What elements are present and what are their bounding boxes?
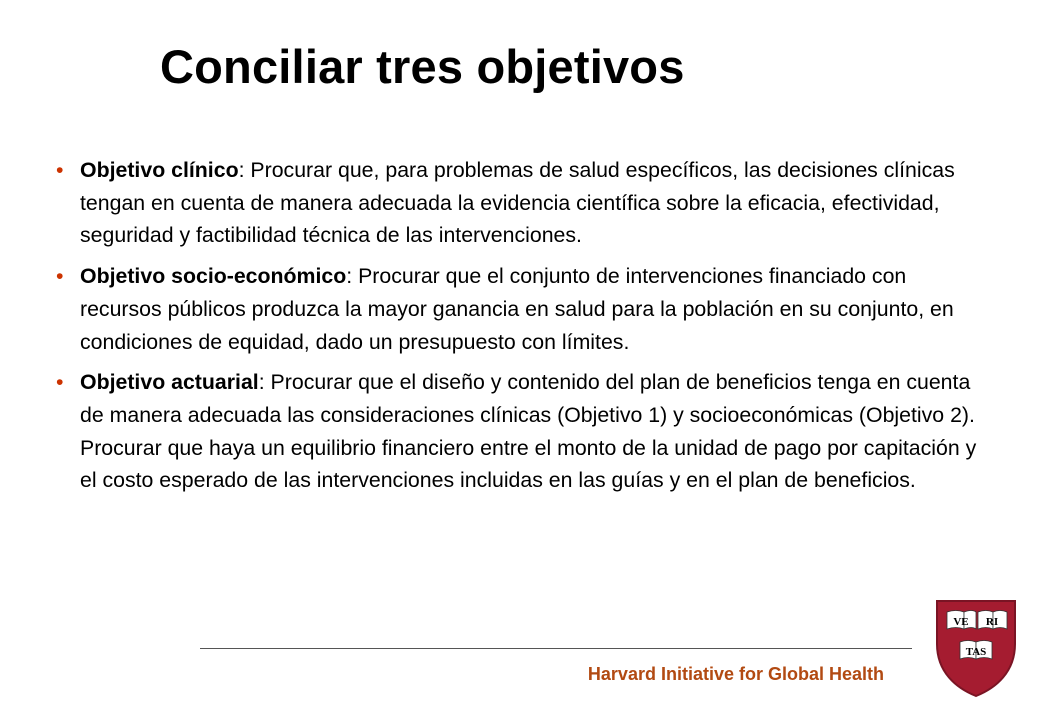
slide-title: Conciliar tres objetivos [160,40,685,93]
bullet-icon: • [56,264,64,289]
bullet-clinical-objective [56,154,996,252]
bullet-label: Objetivo socio-económico [80,264,347,289]
harvard-shield-icon [934,598,1018,698]
bullet-text [80,260,990,358]
footer-organization: Harvard Initiative for Global Health [587,664,884,684]
bullet-text [80,154,990,252]
bullet-icon: • [56,370,64,395]
logo-word-tas: TAS [965,646,987,658]
book-right [978,611,1007,630]
bullet-label: Objetivo clínico [80,158,239,182]
bullet-body: : Procurar que, para problemas de salud específicos, las decisiones clínicas tengan en cuenta de manera adecuada la evidencia científica sobre la eficacia, efectividad, seguridad y factibilidad técnica de las intervenciones. [80,158,955,248]
logo-word-ri: RI [985,616,999,628]
bullet-icon: • [56,158,64,182]
bullet-actuarial-objective [56,366,996,497]
footer-divider [200,648,912,649]
logo-word-ve: VE [953,616,969,628]
bullet-socioeconomic-objective [56,260,996,358]
book-bottom [960,641,992,660]
bullet-label: Objetivo actuarial [80,370,259,395]
book-left [947,611,976,630]
bullet-list [56,154,996,505]
bullet-body: : Procurar que el conjunto de intervenciones financiado con recursos públicos produzca la mayor ganancia en salud para la población en su conjunto, en condiciones de equidad, dado un presupuesto con límites. [80,264,954,354]
bullet-body: : Procurar que el diseño y contenido del plan de beneficios tenga en cuenta de manera adecuada las consideraciones clínicas (Objetivo 1) y socioeconómicas (Objetivo 2). Procurar que haya un equilibrio financiero entre el monto de la unidad de pago por capitación y el costo esperado de las intervenciones incluidas en las guías y en el plan de beneficios. [80,370,977,493]
bullet-text [80,366,990,497]
